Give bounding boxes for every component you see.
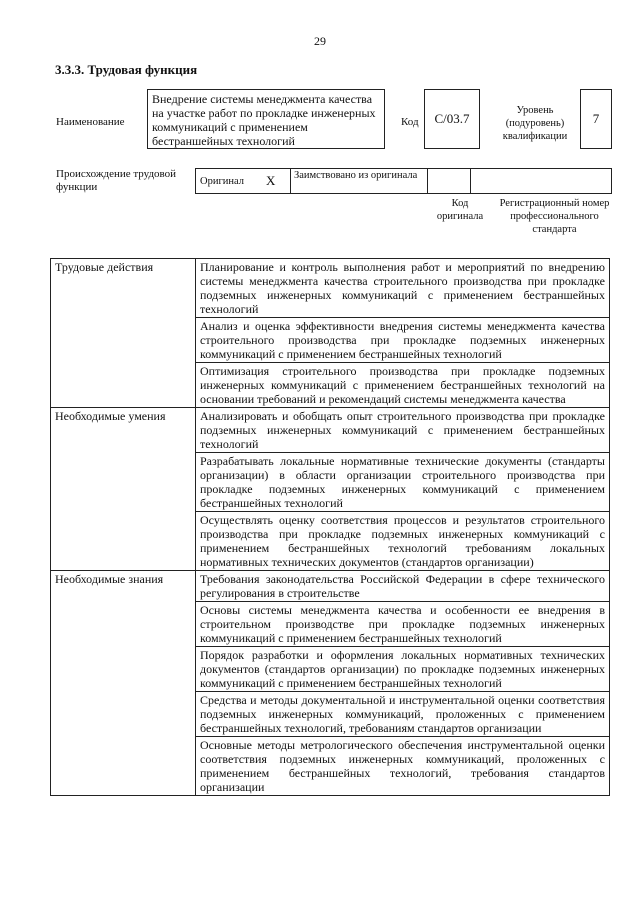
table-row bbox=[51, 408, 610, 453]
function-name-box: Внедрение системы менеджмента качества на участке работ по прокладке инженерных коммуникаций с применением бестраншейных технологий bbox=[147, 89, 385, 149]
table-cell: Разрабатывать локальные нормативные технические документы (стандарты организации) в области организации строительного производства при прокладке подземных инженерных коммуникаций с применением бестраншейных технологий bbox=[196, 453, 610, 512]
table-row bbox=[51, 259, 610, 318]
original-code-caption: Код оригинала bbox=[436, 198, 484, 222]
qualification-level-label: Уровень (подуровень) квалификации bbox=[502, 105, 568, 142]
code-value-box: С/03.7 bbox=[424, 89, 480, 149]
qualification-level-box: 7 bbox=[580, 89, 612, 149]
table-row bbox=[51, 571, 610, 602]
origin-original-cell bbox=[196, 169, 291, 193]
category-cell: Необходимые умения bbox=[51, 408, 196, 571]
reg-number-caption: Регистрационный номер профессионального стандарта bbox=[499, 198, 610, 235]
table-cell: Оптимизация строительного производства при прокладке подземных инженерных коммуникаций с применением бестраншейных технологий на основании требований и рекомендаций системы менеджмента качества bbox=[196, 363, 610, 408]
original-mark: Х bbox=[266, 173, 276, 188]
table-cell: Анализ и оценка эффективности внедрения системы менеджмента качества строительного производства при прокладке подземных инженерных коммуникаций с применением бестраншейных технологий bbox=[196, 318, 610, 363]
category-cell: Необходимые знания bbox=[51, 571, 196, 796]
table-cell: Анализировать и обобщать опыт строительного производства при прокладке подземных инженерных коммуникаций с применением бестраншейных технологий bbox=[196, 408, 610, 453]
original-label: Оригинал bbox=[200, 175, 244, 187]
table-cell: Требования законодательства Российской Федерации в сфере технического регулирования в строительстве bbox=[196, 571, 610, 602]
section-title: 3.3.3. Трудовая функция bbox=[55, 62, 198, 77]
name-label: Наименование bbox=[56, 116, 125, 128]
category-cell: Трудовые действия bbox=[51, 259, 196, 408]
origin-table bbox=[195, 168, 612, 194]
original-code-cell bbox=[428, 169, 471, 193]
table-cell: Основы системы менеджмента качества и особенности ее внедрения в строительном производстве при прокладке подземных инженерных коммуникаций с применением бестраншейных технологий bbox=[196, 602, 610, 647]
code-label: Код bbox=[401, 116, 419, 128]
borrowed-label: Заимствовано из оригинала bbox=[291, 169, 428, 193]
table-cell: Основные методы метрологического обеспечения инструментальной оценки соответствия подземных инженерных коммуникаций, проложенных с применением бестраншейных технологий, требования стандартов организации bbox=[196, 737, 610, 796]
reg-number-cell bbox=[471, 169, 611, 193]
table-cell: Порядок разработки и оформления локальных нормативных технических документов (стандартов организации) по прокладке подземных инженерных коммуникаций с применением бестраншейных технологий bbox=[196, 647, 610, 692]
labor-function-table bbox=[50, 258, 610, 796]
table-cell: Осуществлять оценку соответствия процессов и результатов строительного производства при прокладке подземных инженерных коммуникаций с применением бестраншейных технологий требованиям локальных нормативных технических документов (стандартов организации) bbox=[196, 512, 610, 571]
table-cell: Планирование и контроль выполнения работ и мероприятий по внедрению системы менеджмента качества строительного производства при прокладке подземных инженерных коммуникаций с применением бестраншейных технологий bbox=[196, 259, 610, 318]
origin-label: Происхождение трудовой функции bbox=[56, 168, 177, 193]
table-cell: Средства и методы документальной и инструментальной оценки соответствия подземных инженерных коммуникаций, проложенных с применением бестраншейных технологий, требованиям стандартов организации bbox=[196, 692, 610, 737]
page-number: 29 bbox=[314, 34, 326, 48]
